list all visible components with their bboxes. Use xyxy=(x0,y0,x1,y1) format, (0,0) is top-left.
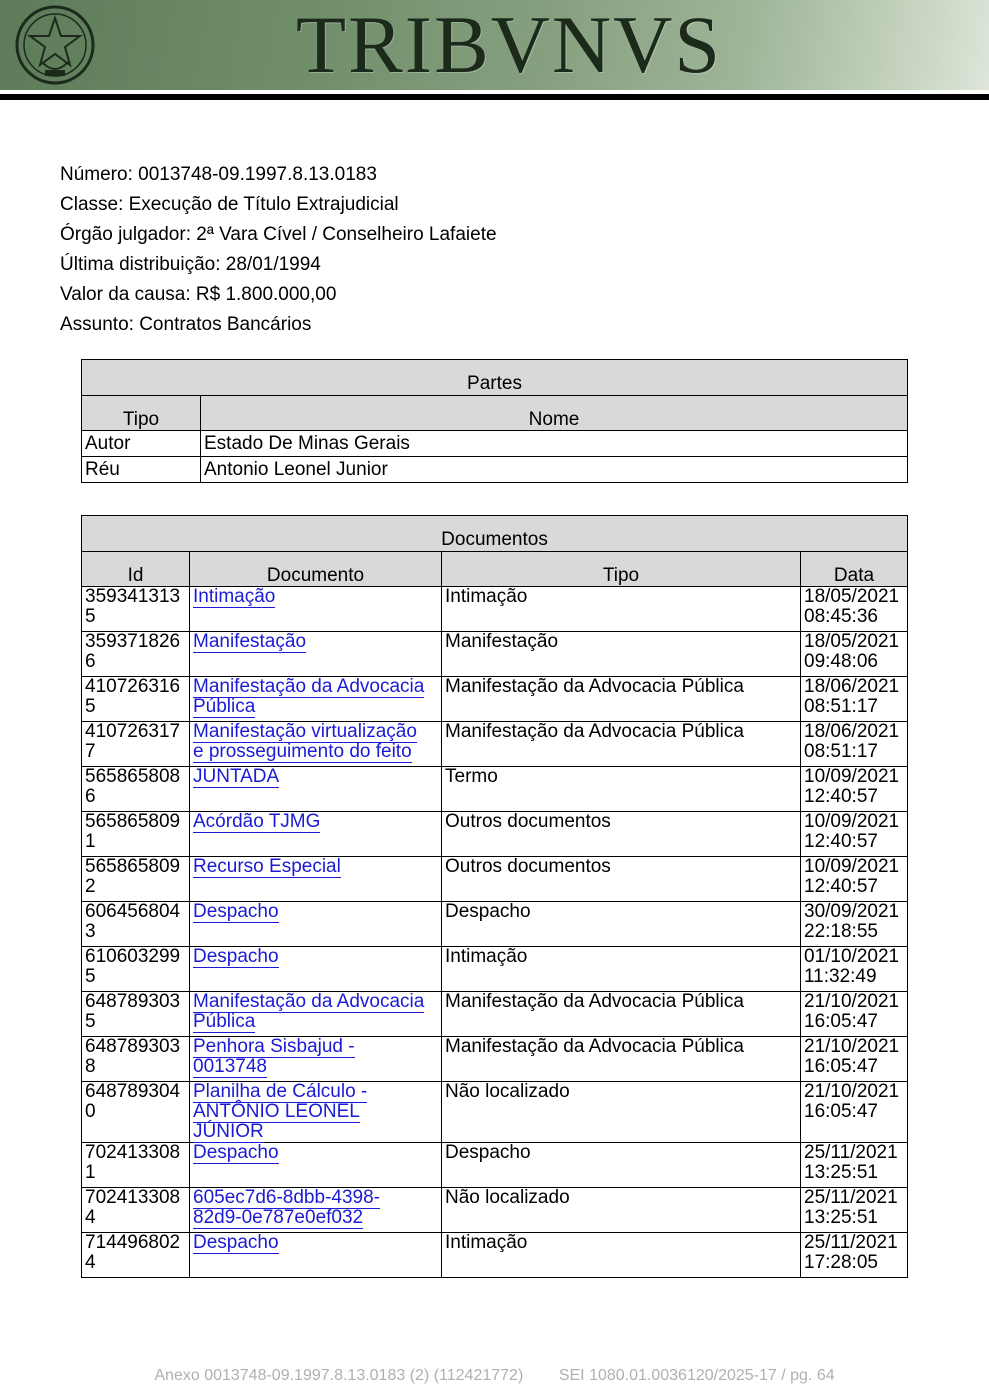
table-row xyxy=(82,587,908,632)
document-link-cell xyxy=(190,1233,442,1278)
document-type: Manifestação da Advocacia Pública xyxy=(442,722,801,767)
document-date-part: 25/11/2021 xyxy=(804,1142,898,1163)
document-id-part: 359371826 xyxy=(85,631,181,652)
document-id-part: 610603299 xyxy=(85,946,181,967)
document-date-part: 18/05/2021 xyxy=(804,631,900,652)
document-type: Manifestação xyxy=(442,632,801,677)
document-id-part: 2 xyxy=(85,876,96,897)
party-type: Autor xyxy=(82,431,201,457)
table-row xyxy=(82,1143,908,1188)
footer-annex: Anexo 0013748-09.1997.8.13.0183 (2) (112421772) xyxy=(154,1367,524,1384)
process-class: Classe: Execução de Título Extrajudicial xyxy=(60,194,399,215)
table-row xyxy=(82,902,908,947)
document-id-part: 648789303 xyxy=(85,991,181,1012)
process-number: Número: 0013748-09.1997.8.13.0183 xyxy=(60,164,377,185)
document-type: Manifestação da Advocacia Pública xyxy=(442,677,801,722)
document-link[interactable]: Despacho xyxy=(193,901,279,922)
document-id-part: 6 xyxy=(85,651,96,672)
document-link-cell xyxy=(190,722,442,767)
document-date-part: 18/06/2021 xyxy=(804,721,900,742)
documents-body xyxy=(82,587,908,1278)
document-link[interactable]: Acórdão TJMG xyxy=(193,811,321,832)
document-id xyxy=(82,992,190,1037)
document-date-part: 22:18:55 xyxy=(804,921,878,942)
document-id-part: 565865808 xyxy=(85,766,181,787)
coat-of-arms-icon xyxy=(12,4,98,86)
document-link-cell xyxy=(190,1188,442,1233)
documents-caption: Documentos xyxy=(82,516,908,552)
document-id xyxy=(82,722,190,767)
table-row xyxy=(82,1188,908,1233)
document-link[interactable]: JÚNIOR xyxy=(193,1121,264,1142)
document-id xyxy=(82,767,190,812)
document-id-part: 714496802 xyxy=(85,1232,181,1253)
document-type: Intimação xyxy=(442,587,801,632)
document-type: Despacho xyxy=(442,902,801,947)
document-link[interactable]: e prosseguimento do feito xyxy=(193,741,412,762)
document-date-part: 12:40:57 xyxy=(804,876,878,897)
table-row xyxy=(82,992,908,1037)
document-type: Outros documentos xyxy=(442,857,801,902)
page-footer xyxy=(0,1367,989,1385)
document-link[interactable]: Intimação xyxy=(193,586,276,607)
document-date-part: 12:40:57 xyxy=(804,831,878,852)
document-id-part: 4 xyxy=(85,1207,96,1228)
document-id xyxy=(82,947,190,992)
documents-header-id: Id xyxy=(82,552,190,587)
document-id-part: 565865809 xyxy=(85,811,181,832)
document-id-part: 1 xyxy=(85,1162,96,1183)
document-type: Despacho xyxy=(442,1143,801,1188)
documents-header-documento: Documento xyxy=(190,552,442,587)
document-date xyxy=(801,857,908,902)
document-id xyxy=(82,812,190,857)
document-link-cell xyxy=(190,767,442,812)
document-id xyxy=(82,857,190,902)
document-link[interactable]: Manifestação xyxy=(193,631,307,652)
document-date-part: 17:28:05 xyxy=(804,1252,878,1273)
document-date-part: 25/11/2021 xyxy=(804,1187,898,1208)
document-id-part: 359341313 xyxy=(85,586,181,607)
document-date xyxy=(801,587,908,632)
table-row xyxy=(82,947,908,992)
table-row xyxy=(82,677,908,722)
table-row xyxy=(82,857,908,902)
document-link-cell xyxy=(190,1143,442,1188)
document-link-cell xyxy=(190,902,442,947)
document-link[interactable]: Manifestação da Advocacia xyxy=(193,991,425,1012)
document-id-part: 0 xyxy=(85,1101,96,1122)
document-date xyxy=(801,947,908,992)
document-date-part: 18/05/2021 xyxy=(804,586,900,607)
document-id xyxy=(82,1188,190,1233)
parties-header-nome: Nome xyxy=(201,396,908,431)
document-id-part: 606456804 xyxy=(85,901,181,922)
documents-table xyxy=(81,515,908,1278)
document-link[interactable]: Recurso Especial xyxy=(193,856,341,877)
process-info xyxy=(60,160,497,340)
document-date-part: 10/09/2021 xyxy=(804,856,900,877)
process-value: Valor da causa: R$ 1.800.000,00 xyxy=(60,284,337,305)
document-id xyxy=(82,587,190,632)
document-id xyxy=(82,902,190,947)
document-date-part: 01/10/2021 xyxy=(804,946,900,967)
document-date xyxy=(801,767,908,812)
parties-table xyxy=(81,359,908,483)
document-link[interactable]: Pública xyxy=(193,696,256,717)
party-row xyxy=(82,457,908,483)
footer-sei: SEI 1080.01.0036120/2025-17 / pg. 64 xyxy=(558,1367,835,1384)
document-id-part: 702413308 xyxy=(85,1187,181,1208)
document-link[interactable]: Despacho xyxy=(193,1232,279,1253)
document-link[interactable]: Planilha de Cálculo - xyxy=(193,1081,368,1102)
document-date-part: 08:51:17 xyxy=(804,696,878,717)
document-date-part: 09:48:06 xyxy=(804,651,878,672)
document-id-part: 1 xyxy=(85,831,96,852)
document-date-part: 10/09/2021 xyxy=(804,811,900,832)
process-distribution: Última distribuição: 28/01/1994 xyxy=(60,254,321,275)
document-link-cell xyxy=(190,587,442,632)
document-id-part: 4 xyxy=(85,1252,96,1273)
document-link[interactable]: Manifestação da Advocacia xyxy=(193,676,425,697)
document-id-part: 5 xyxy=(85,696,96,717)
party-name: Estado De Minas Gerais xyxy=(201,431,908,457)
document-date-part: 21/10/2021 xyxy=(804,1036,900,1057)
document-date xyxy=(801,722,908,767)
document-link[interactable]: ANTÔNIO LEONEL xyxy=(193,1101,360,1122)
document-date-part: 16:05:47 xyxy=(804,1101,878,1122)
document-id xyxy=(82,632,190,677)
document-link-cell xyxy=(190,947,442,992)
document-date-part: 08:51:17 xyxy=(804,741,878,762)
document-date-part: 25/11/2021 xyxy=(804,1232,898,1253)
document-type: Intimação xyxy=(442,947,801,992)
documents-header-data: Data xyxy=(801,552,908,587)
party-type: Réu xyxy=(82,457,201,483)
document-type: Não localizado xyxy=(442,1082,801,1143)
document-id-part: 648789303 xyxy=(85,1036,181,1057)
party-name: Antonio Leonel Junior xyxy=(201,457,908,483)
document-date xyxy=(801,1037,908,1082)
document-link-cell xyxy=(190,632,442,677)
document-id-part: 6 xyxy=(85,786,96,807)
document-link-cell xyxy=(190,1037,442,1082)
table-row xyxy=(82,1233,908,1278)
banner-title: TRIBVNVS xyxy=(296,0,723,90)
document-link[interactable]: Despacho xyxy=(193,1142,279,1163)
document-id-part: 3 xyxy=(85,921,96,942)
document-type: Outros documentos xyxy=(442,812,801,857)
document-type: Intimação xyxy=(442,1233,801,1278)
document-link[interactable]: 605ec7d6-8dbb-4398- xyxy=(193,1187,380,1208)
document-link[interactable]: Penhora Sisbajud - xyxy=(193,1036,355,1057)
document-date-part: 18/06/2021 xyxy=(804,676,900,697)
document-date-part: 10/09/2021 xyxy=(804,766,900,787)
table-row xyxy=(82,812,908,857)
document-type: Não localizado xyxy=(442,1188,801,1233)
documents-header-tipo: Tipo xyxy=(442,552,801,587)
document-link-cell xyxy=(190,677,442,722)
document-date-part: 16:05:47 xyxy=(804,1011,878,1032)
document-id xyxy=(82,1143,190,1188)
document-link-cell xyxy=(190,857,442,902)
document-id xyxy=(82,677,190,722)
document-id-part: 5 xyxy=(85,1011,96,1032)
document-type: Termo xyxy=(442,767,801,812)
document-id xyxy=(82,1082,190,1143)
header-banner xyxy=(0,0,989,90)
document-id-part: 648789304 xyxy=(85,1081,181,1102)
process-subject: Assunto: Contratos Bancários xyxy=(60,314,312,335)
document-date xyxy=(801,1233,908,1278)
document-link-cell xyxy=(190,1082,442,1143)
document-id-part: 5 xyxy=(85,966,96,987)
document-id-part: 410726317 xyxy=(85,721,181,742)
document-date xyxy=(801,812,908,857)
table-row xyxy=(82,632,908,677)
document-link[interactable]: JUNTADA xyxy=(193,766,280,787)
document-link[interactable]: 82d9-0e787e0ef032 xyxy=(193,1207,364,1228)
document-id-part: 702413308 xyxy=(85,1142,181,1163)
document-date-part: 30/09/2021 xyxy=(804,901,900,922)
document-id xyxy=(82,1233,190,1278)
document-date-part: 11:32:49 xyxy=(804,966,877,987)
document-type: Manifestação da Advocacia Pública xyxy=(442,992,801,1037)
document-date-part: 08:45:36 xyxy=(804,606,878,627)
document-id-part: 5 xyxy=(85,606,96,627)
header-rule xyxy=(0,94,989,100)
parties-caption: Partes xyxy=(82,360,908,396)
document-date-part: 13:25:51 xyxy=(804,1207,878,1228)
table-row xyxy=(82,767,908,812)
document-id-part: 8 xyxy=(85,1056,96,1077)
document-link-cell xyxy=(190,812,442,857)
document-date xyxy=(801,677,908,722)
process-court: Órgão julgador: 2ª Vara Cível / Conselheiro Lafaiete xyxy=(60,224,497,245)
document-link[interactable]: Despacho xyxy=(193,946,279,967)
document-date-part: 21/10/2021 xyxy=(804,1081,900,1102)
table-row xyxy=(82,1037,908,1082)
table-row xyxy=(82,1082,908,1143)
document-date xyxy=(801,1143,908,1188)
document-date-part: 21/10/2021 xyxy=(804,991,900,1012)
document-date xyxy=(801,902,908,947)
document-link[interactable]: Pública xyxy=(193,1011,256,1032)
document-link-cell xyxy=(190,992,442,1037)
document-date xyxy=(801,1082,908,1143)
document-link[interactable]: 0013748 xyxy=(193,1056,267,1077)
document-date xyxy=(801,632,908,677)
document-id-part: 565865809 xyxy=(85,856,181,877)
document-id-part: 7 xyxy=(85,741,96,762)
document-date-part: 12:40:57 xyxy=(804,786,878,807)
document-link[interactable]: Manifestação virtualização xyxy=(193,721,417,742)
document-id xyxy=(82,1037,190,1082)
document-date xyxy=(801,992,908,1037)
document-type: Manifestação da Advocacia Pública xyxy=(442,1037,801,1082)
parties-header-tipo: Tipo xyxy=(82,396,201,431)
document-date-part: 13:25:51 xyxy=(804,1162,878,1183)
document-id-part: 410726316 xyxy=(85,676,181,697)
table-row xyxy=(82,722,908,767)
document-date xyxy=(801,1188,908,1233)
party-row xyxy=(82,431,908,457)
document-date-part: 16:05:47 xyxy=(804,1056,878,1077)
